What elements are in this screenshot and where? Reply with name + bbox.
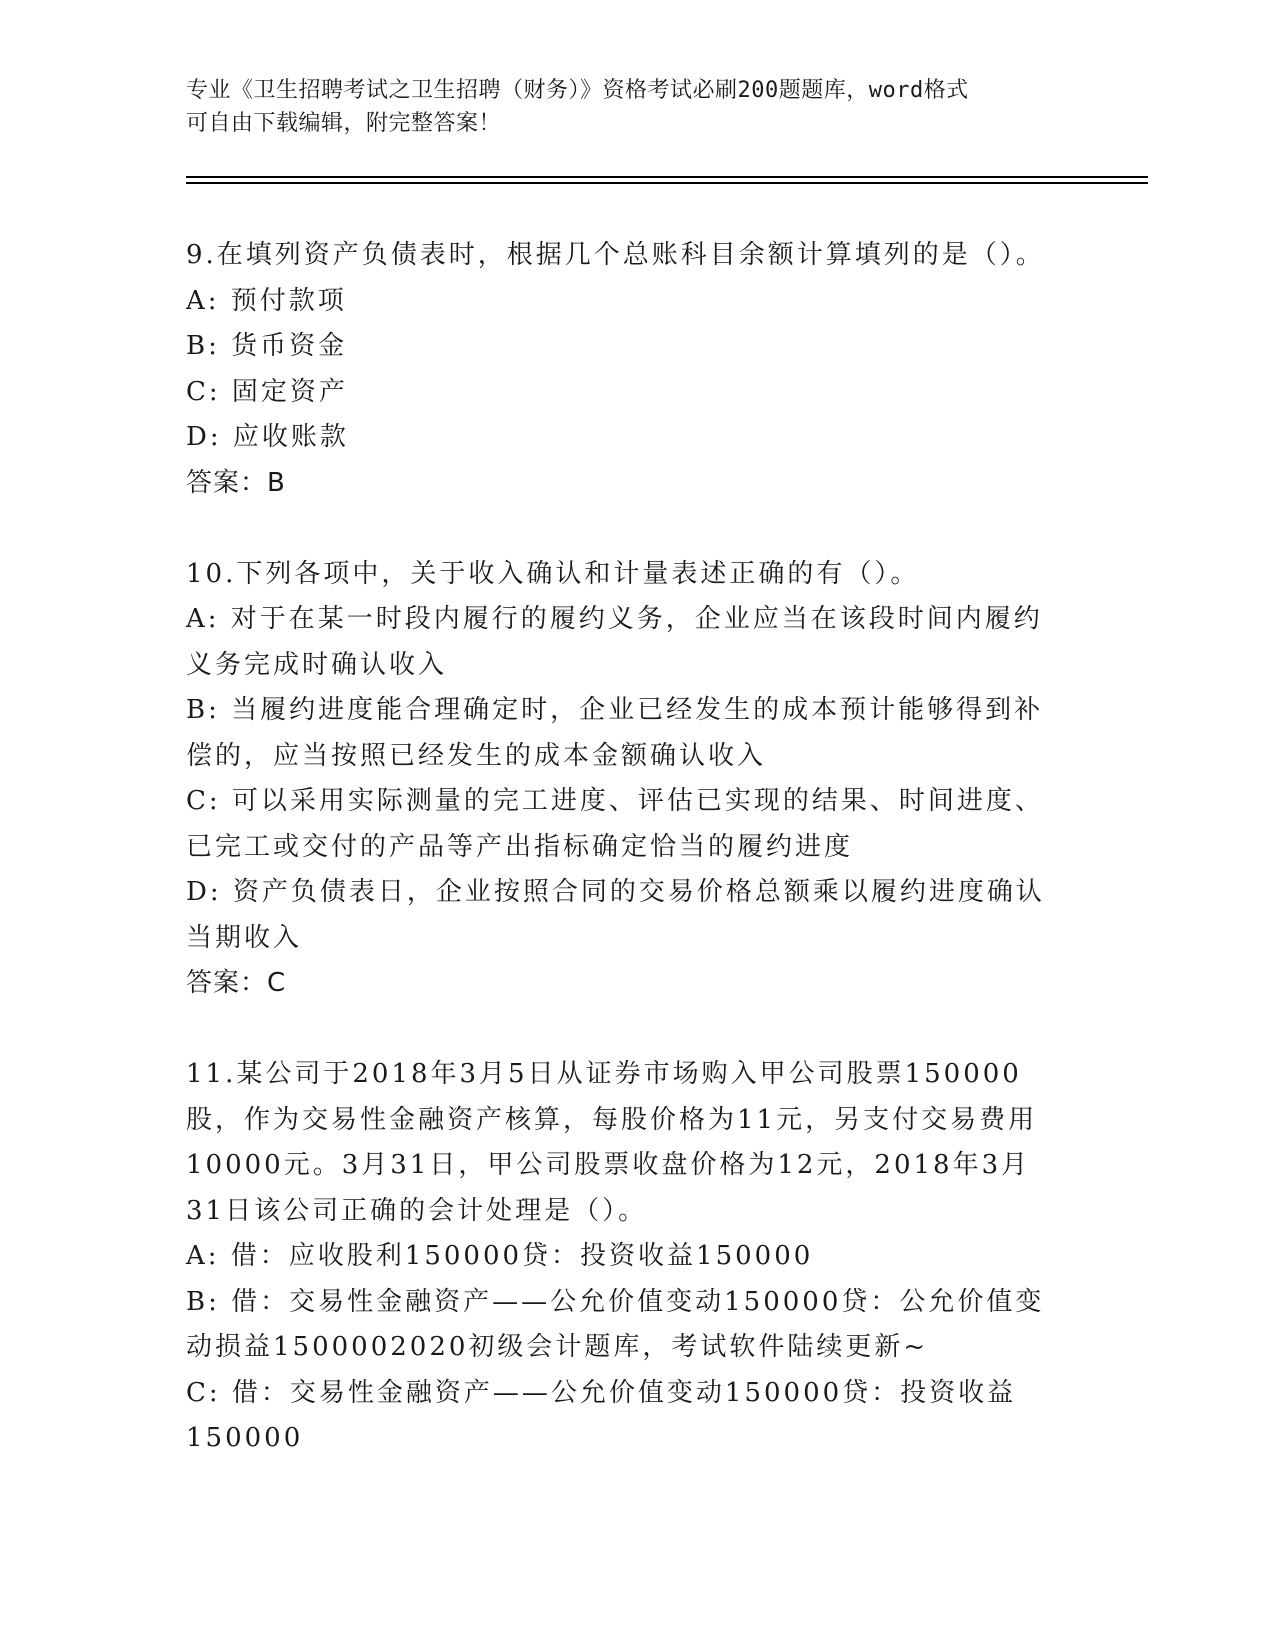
option-c: C: 固定资产 <box>186 376 348 407</box>
option-c: C: 可以采用实际测量的完工进度、评估已实现的结果、时间进度、已完工或交付的产品等产出指标确定恰当的履约进度 <box>186 786 1044 862</box>
header-divider-top <box>186 176 1148 178</box>
question-10 <box>186 552 1066 1007</box>
header-line-1: 专业《卫生招聘考试之卫生招聘（财务）》资格考试必刷200题题库，word格式 <box>186 78 969 103</box>
option-a: A: 借：应收股利150000贷：投资收益150000 <box>186 1241 814 1271</box>
option-c: C: 借：交易性金融资产——公允价值变动150000贷：投资收益150000 <box>186 1377 1017 1453</box>
spacer <box>186 1007 1066 1053</box>
option-d: D: 资产负债表日，企业按照合同的交易价格总额乘以履约进度确认当期收入 <box>186 877 1045 953</box>
option-d: D: 应收账款 <box>186 422 349 452</box>
option-b: B: 货币资金 <box>186 331 348 361</box>
question-text: 11.某公司于2018年3月5日从证券市场购入甲公司股票150000股，作为交易性金融资产核算，每股价格为11元，另支付交易费用10000元。3月31日，甲公司股票收盘价格为12元，2018年3月31日该公司正确的会计处理是（）。 <box>186 1059 1038 1226</box>
option-b: B: 当履约进度能合理确定时，企业已经发生的成本预计能够得到补偿的，应当按照已经发生的成本金额确认收入 <box>186 695 1044 771</box>
question-text: 10.下列各项中，关于收入确认和计量表述正确的有（）。 <box>186 558 920 589</box>
header-line-2: 可自由下载编辑，附完整答案！ <box>186 111 502 136</box>
spacer <box>186 506 1066 552</box>
answer-label: 答案：C <box>186 968 287 998</box>
question-11 <box>186 1052 1066 1462</box>
option-a: A: 预付款项 <box>186 285 347 316</box>
header-divider-bottom <box>186 182 1148 184</box>
answer-label: 答案：B <box>186 467 286 498</box>
question-9 <box>186 233 1066 506</box>
question-text: 9.在填列资产负债表时，根据几个总账科目余额计算填列的是（）。 <box>186 240 1045 270</box>
document-header <box>186 74 1066 140</box>
option-a: A: 对于在某一时段内履行的履约义务，企业应当在该段时间内履约义务完成时确认收入 <box>186 604 1043 680</box>
question-list <box>186 233 1066 1462</box>
option-b: B: 借：交易性金融资产——公允价值变动150000贷：公允价值变动损益1500002020初级会计题库，考试软件陆续更新~ <box>186 1286 1045 1362</box>
